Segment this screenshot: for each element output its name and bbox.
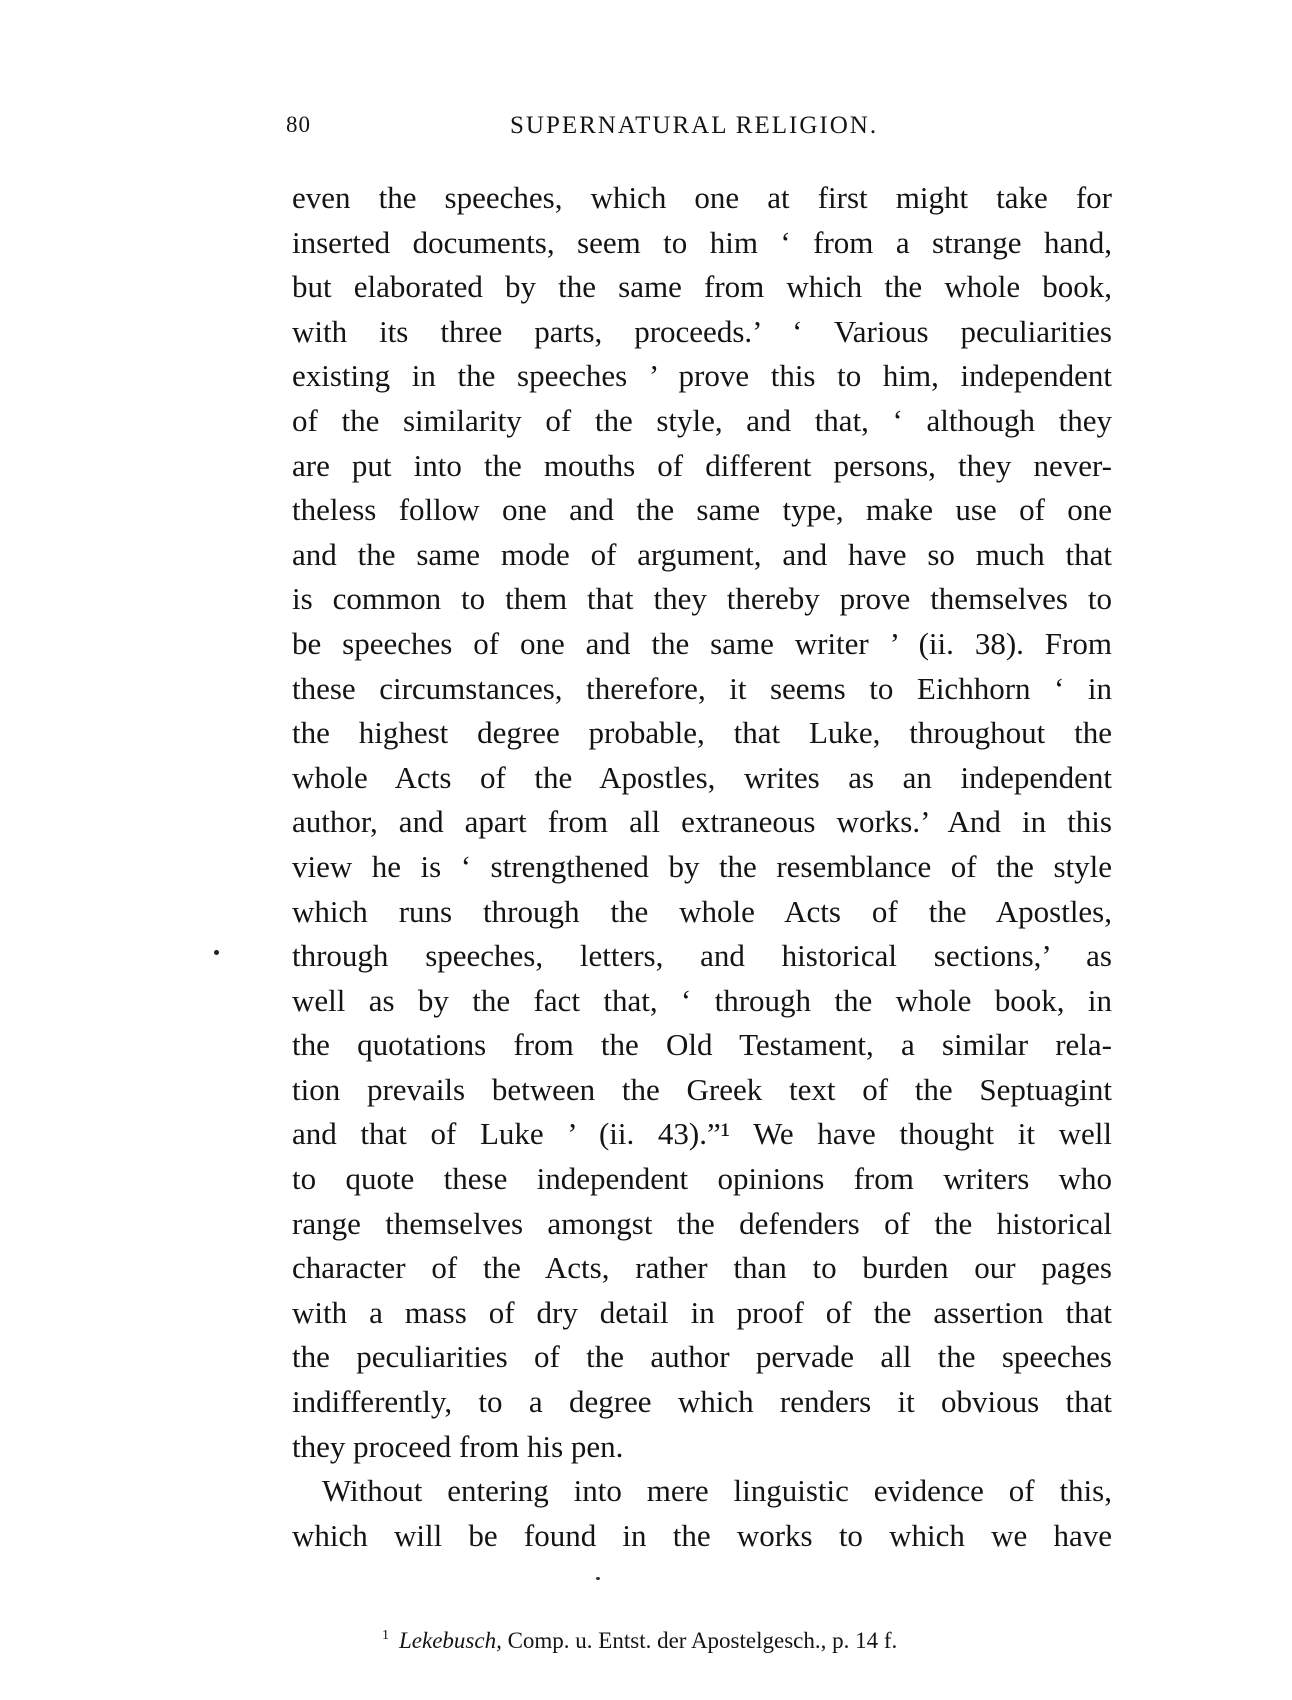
- paragraph-first-line: Without entering into mere linguistic evidence of this,: [322, 1473, 1112, 1509]
- text-line: the peculiarities of the author pervade all the speeches: [292, 1339, 1112, 1375]
- text-line: the quotations from the Old Testament, a similar rela-: [292, 1027, 1112, 1063]
- margin-mark: [214, 950, 219, 955]
- text-line: theless follow one and the same type, make use of one: [292, 492, 1112, 528]
- text-line: but elaborated by the same from which the whole book,: [292, 269, 1112, 305]
- text-line: author, and apart from all extraneous works.’ And in this: [292, 804, 1112, 840]
- footnote-marker: 1: [382, 1628, 389, 1644]
- text-line: existing in the speeches ’ prove this to him, independent: [292, 358, 1112, 394]
- text-line: and the same mode of argument, and have so much that: [292, 536, 1112, 572]
- text-line: be speeches of one and the same writer ’ (ii. 38). From: [292, 625, 1112, 661]
- text-line: range themselves amongst the defenders of the historical: [292, 1205, 1112, 1241]
- text-line: inserted documents, seem to him ‘ from a strange hand,: [292, 224, 1112, 260]
- footnote: [382, 1628, 1102, 1654]
- text-line: tion prevails between the Greek text of the Septuagint: [292, 1071, 1112, 1107]
- text-line: whole Acts of the Apostles, writes as an independent: [292, 759, 1112, 795]
- body-text: [292, 176, 1112, 1558]
- text-line: character of the Acts, rather than to burden our pages: [292, 1250, 1112, 1286]
- text-line: which will be found in the works to which we have: [292, 1517, 1112, 1553]
- text-line: even the speeches, which one at first might take for: [292, 180, 1112, 215]
- text-line: are put into the mouths of different persons, they never-: [292, 447, 1112, 483]
- text-line: of the similarity of the style, and that, ‘ although they: [292, 402, 1112, 438]
- text-line: and that of Luke ’ (ii. 43).”¹ We have thought it well: [292, 1116, 1112, 1152]
- text-line: is common to them that they thereby prove themselves to: [292, 581, 1112, 617]
- text-line: which runs through the whole Acts of the Apostles,: [292, 893, 1112, 929]
- footnote-citation: Comp. u. Entst. der Apostelgesch., p. 14 f.: [501, 1628, 898, 1653]
- text-line: the highest degree probable, that Luke, throughout the: [292, 715, 1112, 751]
- text-line: with a mass of dry detail in proof of the assertion that: [292, 1294, 1112, 1330]
- text-line: indifferently, to a degree which renders it obvious that: [292, 1384, 1112, 1420]
- footnote-author: Lekebusch,: [399, 1628, 502, 1653]
- text-line: these circumstances, therefore, it seems to Eichhorn ‘ in: [292, 670, 1112, 706]
- text-line: well as by the fact that, ‘ through the whole book, in: [292, 982, 1112, 1018]
- text-line: view he is ‘ strengthened by the resemblance of the style: [292, 848, 1112, 884]
- text-line: through speeches, letters, and historical sections,’ as: [292, 938, 1112, 974]
- page-number: 80: [286, 112, 311, 137]
- running-title: SUPERNATURAL RELIGION.: [510, 112, 879, 139]
- running-head: [286, 112, 1106, 152]
- text-line: with its three parts, proceeds.’ ‘ Various peculiarities: [292, 313, 1112, 349]
- print-speck: [596, 1577, 600, 1580]
- text-line: to quote these independent opinions from writers who: [292, 1161, 1112, 1197]
- text-line: they proceed from his pen.: [292, 1428, 624, 1464]
